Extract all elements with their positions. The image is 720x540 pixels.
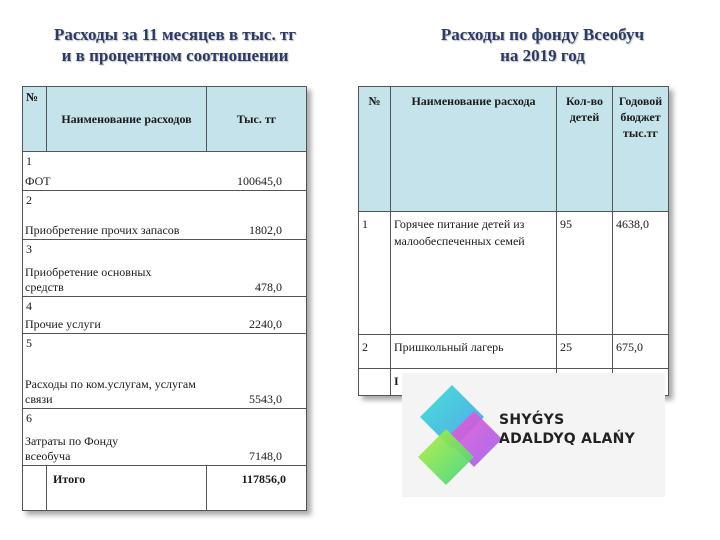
header-num: № bbox=[359, 87, 391, 212]
row-name: Горячее питание детей из малообеспеченных семей bbox=[391, 212, 557, 335]
row-num: 1 bbox=[359, 212, 391, 335]
left-title bbox=[20, 24, 330, 66]
table-row bbox=[23, 152, 307, 191]
logo-mark-icon bbox=[412, 381, 512, 489]
row-name: ФОТ bbox=[25, 174, 51, 188]
row-name: Расходы по ком.услугам, услугам связи bbox=[25, 377, 196, 406]
table-row bbox=[23, 240, 307, 297]
total-label: Итого bbox=[53, 472, 86, 486]
row-value: 100645,0 bbox=[237, 174, 282, 188]
row-value: 478,0 bbox=[255, 280, 282, 294]
left-title-line1: Расходы за 11 месяцев в тыс. тг bbox=[53, 25, 297, 44]
table-row bbox=[23, 191, 307, 240]
row-count: 25 bbox=[557, 335, 613, 369]
table-row bbox=[23, 409, 307, 466]
row-name: Прочие услуги bbox=[25, 317, 101, 331]
table-total-row bbox=[23, 466, 307, 511]
row-name: Приобретение прочих запасов bbox=[25, 223, 180, 237]
table-row bbox=[359, 212, 669, 335]
header-value: Тыс. тг bbox=[207, 87, 307, 152]
header-count: Кол-во детей bbox=[557, 87, 613, 212]
header-num: № bbox=[23, 87, 47, 152]
row-value: 2240,0 bbox=[249, 317, 282, 331]
row-value: 5543,0 bbox=[249, 392, 282, 406]
logo-card bbox=[402, 373, 665, 497]
left-title-line2: и в процентном соотношении bbox=[61, 46, 289, 65]
logo-line1: SHYǴYS bbox=[499, 412, 565, 428]
logo-text bbox=[499, 411, 635, 449]
row-value: 1802,0 bbox=[249, 223, 282, 237]
vseobuch-table bbox=[358, 86, 669, 396]
right-title-line2: на 2019 год bbox=[500, 46, 585, 65]
table-row bbox=[23, 297, 307, 334]
right-title bbox=[395, 24, 690, 66]
table-row bbox=[359, 335, 669, 369]
row-num: 1 bbox=[26, 154, 32, 168]
header-name: Наименование расходов bbox=[47, 87, 207, 152]
row-name: Приобретение основных средств bbox=[25, 265, 152, 294]
table-header-row bbox=[359, 87, 669, 212]
row-budget: 675,0 bbox=[613, 335, 669, 369]
header-name: Наименование расхода bbox=[391, 87, 557, 212]
row-num: 2 bbox=[359, 335, 391, 369]
header-budget: Годовой бюджет тыс.тг bbox=[613, 87, 669, 212]
row-num: 6 bbox=[26, 411, 32, 425]
right-title-line1: Расходы по фонду Всеобуч bbox=[440, 25, 645, 44]
table-row bbox=[23, 334, 307, 409]
row-name: Затраты по Фонду всеобуча bbox=[25, 434, 119, 463]
total-value: 117856,0 bbox=[241, 472, 286, 486]
row-budget: 4638,0 bbox=[613, 212, 669, 335]
table-header-row bbox=[23, 87, 307, 152]
row-count: 95 bbox=[557, 212, 613, 335]
expenses-table bbox=[22, 86, 307, 511]
row-num: 5 bbox=[26, 336, 32, 350]
row-num: 4 bbox=[26, 299, 32, 313]
row-name: Пришкольный лагерь bbox=[391, 335, 557, 369]
row-value: 7148,0 bbox=[249, 449, 282, 463]
logo-line2: ADALDYQ ALAŃY bbox=[499, 431, 636, 447]
row-num: 3 bbox=[26, 242, 32, 256]
row-name: I bbox=[391, 369, 557, 396]
row-num: 2 bbox=[26, 193, 32, 207]
